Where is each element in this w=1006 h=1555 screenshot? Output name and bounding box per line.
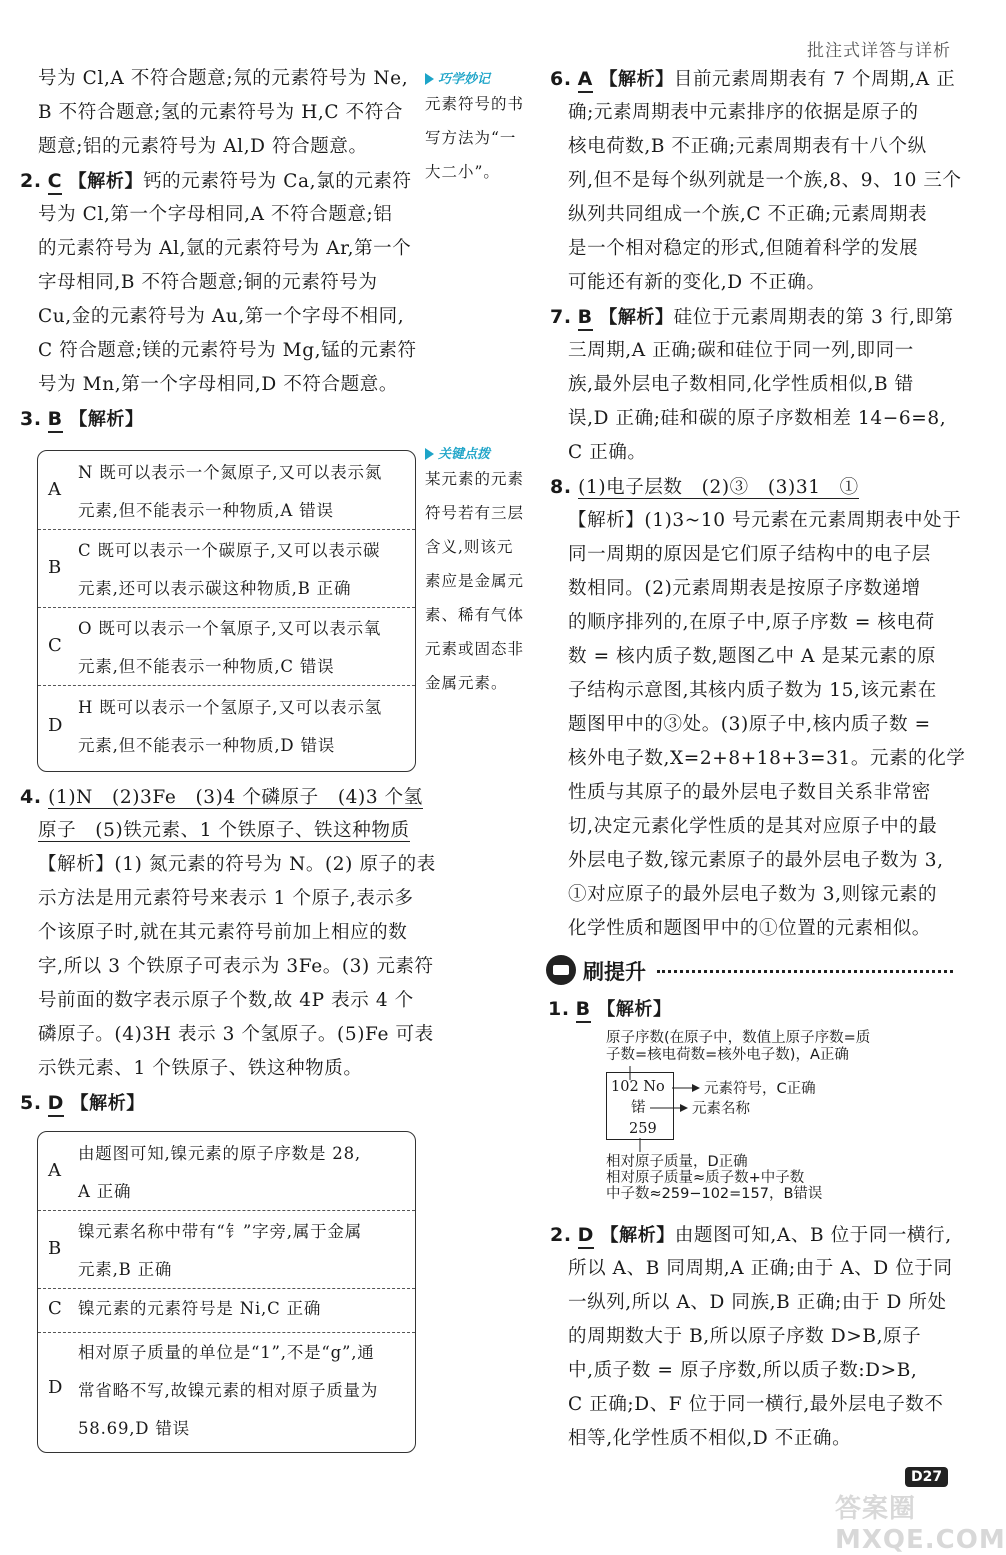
question-number: 2.	[20, 170, 42, 192]
question-number: 4.	[20, 786, 42, 808]
text: 目前元素周期表有 7 个周期,A 正	[673, 69, 956, 90]
text-line	[38, 814, 423, 848]
text-line: 字,所以 3 个铁原子可表示为 3Fe。(3) 元素符	[38, 956, 434, 977]
text-line: 号前面的数字表示原子个数,故 4P 表示 4 个	[38, 990, 414, 1011]
table-row	[38, 1288, 415, 1333]
element-cell-diagram	[600, 1030, 920, 1205]
section-title: 刷提升	[583, 960, 646, 984]
cell-number-symbol: 102 No	[611, 1079, 665, 1095]
diagram-note: 原子序数(在原子中，数值上原子序数=质	[606, 1030, 871, 1046]
analysis-tag: 【解析】	[599, 69, 674, 90]
analysis-tag: 【解析】	[599, 307, 674, 328]
question-5-line	[20, 1086, 423, 1120]
answer-letter: A	[578, 67, 593, 93]
diagram-note: 相对原子质量≈质子数+中子数	[606, 1170, 805, 1186]
row-text: 镍元素名称中带有“钅”字旁,属于金属 元素,B 正确	[78, 1222, 363, 1279]
diagram-note: 相对原子质量，D正确	[606, 1154, 748, 1170]
page-header: 批注式详答与详析	[807, 41, 951, 61]
side-line: 写方法为“一	[425, 129, 517, 147]
analysis-tag: 【解析】	[600, 1225, 675, 1246]
text: 钙的元素符号为 Ca,氯的元素符	[143, 171, 412, 192]
answer-letter: D	[48, 1091, 64, 1117]
side-line: 符号若有三层	[425, 504, 525, 522]
text-line: 号为 Cl,第一个字母相同,A 不符合题意;铝	[38, 204, 393, 225]
triangle-icon	[425, 73, 434, 85]
text-line: 所以 A、B 同周期,A 正确;由于 A、D 位于同	[568, 1258, 953, 1279]
row-text: N 既可以表示一个氮原子,又可以表示氮 元素,但不能表示一种物质,A 错误	[78, 463, 383, 520]
table-row	[38, 607, 415, 686]
side-line: 含义,则该元	[425, 538, 514, 556]
page-number: D27	[905, 1466, 948, 1485]
row-text: H 既可以表示一个氢原子,又可以表示氢 元素,但不能表示一种物质,D 错误	[78, 698, 383, 755]
right-column	[550, 62, 966, 946]
text-line: 核电荷数,B 不正确;元素周期表有十八个纵	[568, 136, 927, 157]
text-line: 磷原子。(4)3H 表示 3 个氢原子。(5)Fe 可表	[38, 1024, 434, 1045]
side-line: 金属元素。	[425, 674, 508, 692]
text-line: 数 = 核内质子数,题图乙中 A 是某元素的原	[568, 646, 937, 667]
text-line: 一纵列,所以 A、D 同族,B 正确;由于 D 所处	[568, 1292, 947, 1313]
row-text: C 既可以表示一个碳原子,又可以表示碳 元素,还可以表示碳这种物质,B 正确	[78, 541, 381, 598]
text-line: C 正确;D、F 位于同一横行,最外层电子数不	[568, 1394, 944, 1415]
text-line: 的顺序排列的,在原子中,原子序数 = 核电荷	[568, 612, 935, 633]
question-8-line	[550, 470, 963, 504]
row-text: 相对原子质量的单位是“1”,不是“g”,通 常省略不写,故镍元素的相对原子质量为 58.69,D 错误	[78, 1343, 379, 1438]
question-3-line	[20, 402, 423, 436]
triangle-icon	[425, 448, 434, 460]
table-row	[38, 1210, 415, 1289]
text-line: C 正确。	[568, 442, 647, 463]
text-line: 【解析】(1)3~10 号元素在元素周期表中处于	[568, 510, 962, 531]
row-text: 镍元素的元素符号是 Ni,C 正确	[78, 1299, 322, 1318]
badge-icon	[545, 953, 581, 987]
text-line: 号为 Mn,第一个字母相同,D 不符合题意。	[38, 374, 398, 395]
answer-text: 原子 (5)铁元素、1 个铁原子、铁这种物质	[38, 820, 410, 841]
analysis-tag: 【解析】	[68, 171, 144, 192]
left-column-lower	[20, 780, 436, 1120]
side-line: 大二小”。	[425, 163, 500, 181]
question-4-line	[20, 780, 423, 814]
analysis-tag: 【解析】	[597, 999, 672, 1020]
side-line: 元素符号的书	[425, 95, 525, 113]
q5-analysis-table	[37, 1131, 416, 1453]
text-line: 三周期,A 正确;碳和硅位于同一列,即同一	[568, 340, 914, 361]
text-line: 【解析】(1) 氮元素的符号为 N。(2) 原子的表	[38, 854, 436, 875]
table-row	[38, 451, 415, 530]
row-label: A	[48, 1160, 61, 1181]
row-text: 由题图可知,镍元素的原子序数是 28, A 正确	[78, 1144, 361, 1201]
text: 由题图可知,A、B 位于同一横行,	[674, 1225, 952, 1246]
text-line: 子结构示意图,其核内质子数为 15,该元素在	[568, 680, 937, 701]
text-line: 是一个相对稳定的形式,但随着科学的发展	[568, 238, 919, 259]
text-line: Cu,金的元素符号为 Au,第一个字母不相同,	[38, 306, 405, 327]
text-line: 可能还有新的变化,D 不正确。	[568, 272, 826, 293]
question-7-line	[550, 300, 963, 334]
side-line: 某元素的元素	[425, 470, 525, 488]
row-label: B	[48, 1238, 62, 1259]
text-line: 纵列共同组成一个族,C 不正确;元素周期表	[568, 204, 928, 225]
text-line: 的周期数大于 B,所以原子序数 D>B,原子	[568, 1326, 922, 1347]
row-label: D	[48, 715, 63, 736]
text-line: 个该原子时,就在其元素符号前加上相应的数	[38, 922, 408, 943]
text-line: 性质与其原子的最外层电子数目关系非常密	[568, 782, 931, 803]
question-number: 1.	[548, 998, 570, 1020]
question-number: 6.	[550, 68, 572, 90]
text-line: B 不符合题意;氢的元素符号为 H,C 不符合	[38, 102, 403, 123]
left-column	[20, 62, 423, 436]
text-line: C 符合题意;镁的元素符号为 Mg,锰的元素符	[38, 340, 417, 361]
text-line: 字母相同,B 不符合题意;铜的元素符号为	[38, 272, 378, 293]
text-line: 示铁元素、1 个铁原子、铁这种物质。	[38, 1058, 363, 1079]
q3-analysis-table	[37, 450, 416, 772]
question-number: 5.	[20, 1092, 42, 1114]
question-number: 7.	[550, 306, 572, 328]
answer-letter: D	[578, 1223, 594, 1249]
text-line: 同一周期的原因是它们原子结构中的电子层	[568, 544, 931, 565]
table-row	[38, 685, 415, 769]
arrow-label: 元素名称	[692, 1101, 750, 1117]
table-row	[38, 1132, 415, 1211]
question-number: 8.	[550, 476, 572, 498]
diagram-note: 子数=核电荷数=核外电子数)，A正确	[606, 1047, 849, 1063]
text-line: 确;元素周期表中元素排序的依据是原子的	[568, 102, 919, 123]
text-line: 相等,化学性质不相似,D 不正确。	[568, 1428, 852, 1449]
text-line: 核外电子数,X=2+8+18+3=31。元素的化学	[568, 748, 966, 769]
text-line: 切,决定元素化学性质的是其对应原子中的最	[568, 816, 938, 837]
text-line: 族,最外层电子数相同,化学性质相似,B 错	[568, 374, 914, 395]
answer-letter: B	[576, 997, 591, 1023]
section-header	[545, 953, 953, 987]
answer-text: (1)N (2)3Fe (3)4 个磷原子 (4)3 个氢	[48, 787, 423, 808]
text-line: 示方法是用元素符号来表示 1 个原子,表示多	[38, 888, 414, 909]
upgrade-q2	[550, 1218, 963, 1456]
side-line: 元素或固态非	[425, 640, 525, 658]
question-6-line	[550, 62, 963, 96]
table-row	[38, 529, 415, 608]
analysis-tag: 【解析】	[69, 409, 144, 430]
row-label: A	[48, 479, 61, 500]
answer-letter: C	[48, 169, 63, 195]
tip-title: 巧学妙记	[425, 68, 545, 87]
question-number: 2.	[550, 1224, 572, 1246]
analysis-tag: 【解析】	[70, 1093, 145, 1114]
row-label: B	[48, 557, 62, 578]
upgrade-q2-line	[550, 1218, 963, 1252]
dotted-divider	[657, 970, 953, 973]
text-line: 号为 Cl,A 不符合题意;氖的元素符号为 Ne,	[38, 68, 409, 89]
row-label: C	[48, 1298, 62, 1319]
row-text: O 既可以表示一个氧原子,又可以表示氧 元素,但不能表示一种物质,C 错误	[78, 619, 382, 676]
answer-letter: B	[48, 407, 63, 433]
row-label: C	[48, 635, 62, 656]
side-line: 素、稀有气体	[425, 606, 525, 624]
text-line: 列,但不是每个纵列就是一个族,8、9、10 三个	[568, 170, 962, 191]
row-label: D	[48, 1377, 63, 1398]
watermark: 答案圈 MXQE.COM	[835, 1494, 1006, 1555]
cell-mass: 259	[629, 1121, 657, 1137]
text-line: 化学性质和题图甲中的①位置的元素相似。	[568, 918, 931, 939]
question-number: 3.	[20, 408, 42, 430]
text-line: 数相同。(2)元素周期表是按原子序数递增	[568, 578, 921, 599]
text-line: 外层电子数,镓元素原子的最外层电子数为 3,	[568, 850, 944, 871]
text-line: 题图甲中的③处。(3)原子中,核内质子数 =	[568, 714, 931, 735]
side-note-key	[425, 443, 545, 700]
upgrade-q1-line	[548, 992, 672, 1026]
text-line: ①对应原子的最外层电子数为 3,则镓元素的	[568, 884, 938, 905]
cell-name: 锘	[631, 1100, 646, 1116]
answer-letter: B	[578, 305, 593, 331]
question-2-line	[20, 164, 423, 198]
text: 硅位于元素周期表的第 3 行,即第	[673, 307, 954, 328]
side-line: 素应是金属元	[425, 572, 525, 590]
key-title: 关键点拨	[425, 443, 545, 462]
text-line: 题意;铝的元素符号为 Al,D 符合题意。	[38, 136, 368, 157]
text-line: 中,质子数 = 原子序数,所以质子数:D>B,	[568, 1360, 918, 1381]
answer-text: (1)电子层数 (2)③ (3)31 ①	[578, 477, 859, 498]
table-row	[38, 1332, 415, 1450]
text-line: 误,D 正确;硅和碳的原子序数相差 14−6=8,	[568, 408, 947, 429]
arrow-label: 元素符号，C正确	[704, 1081, 816, 1097]
text-line: 的元素符号为 Al,氩的元素符号为 Ar,第一个	[38, 238, 412, 259]
diagram-note: 中子数≈259−102=157，B错误	[606, 1186, 823, 1202]
side-note-tip	[425, 68, 545, 189]
